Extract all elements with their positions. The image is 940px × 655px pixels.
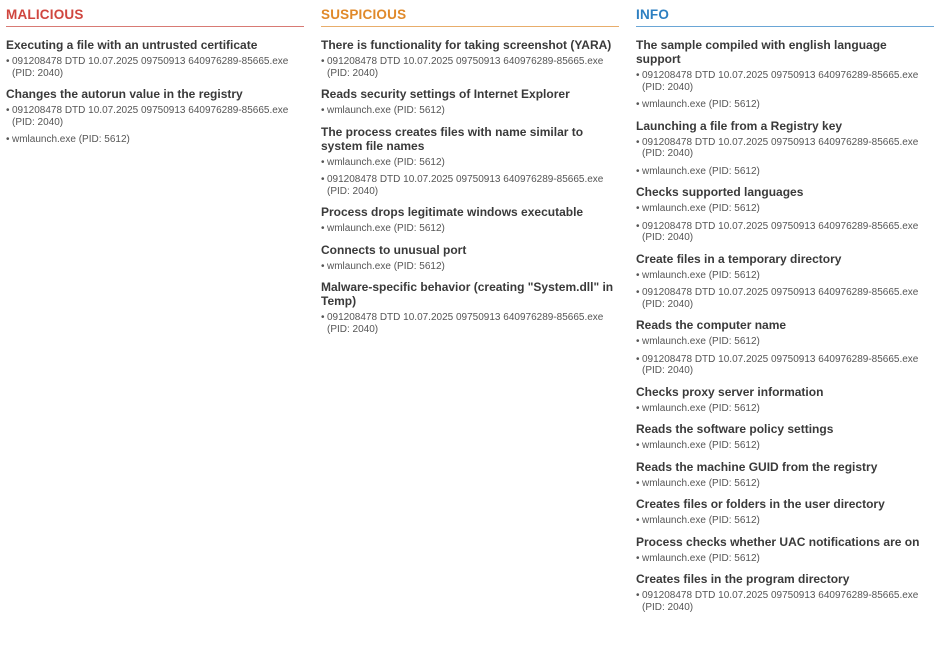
indicator-title[interactable]: Reads the machine GUID from the registry	[636, 459, 878, 474]
process-label: 091208478 DTD 10.07.2025 09750913 640976289-85665.exe (PID: 2040)	[642, 220, 919, 243]
indicator-title[interactable]: The process creates files with name similar to system file names	[321, 124, 584, 153]
indicator-title[interactable]: Connects to unusual port	[321, 242, 467, 257]
bullet-icon: •	[321, 105, 325, 116]
bullet-icon: •	[321, 174, 325, 185]
process-label: 091208478 DTD 10.07.2025 09750913 640976289-85665.exe (PID: 2040)	[642, 287, 919, 310]
indicator-item	[321, 280, 619, 335]
indicator-item	[636, 497, 934, 527]
indicator-item	[321, 243, 619, 273]
process-entry[interactable]	[321, 261, 619, 273]
indicator-item	[636, 252, 934, 311]
process-entry[interactable]	[636, 221, 934, 244]
indicator-title[interactable]: Creates files or folders in the user directory	[636, 497, 885, 511]
bullet-icon: •	[636, 590, 640, 601]
indicator-item	[636, 460, 934, 490]
indicator-title[interactable]: Creates files in the program directory	[636, 572, 850, 586]
bullet-icon: •	[321, 223, 325, 234]
bullet-icon: •	[636, 353, 640, 365]
process-entry[interactable]	[321, 312, 619, 335]
bullet-icon: •	[636, 287, 640, 298]
suspicious-heading: SUSPICIOUS	[321, 0, 619, 27]
process-entry[interactable]	[321, 157, 619, 169]
info-list	[636, 38, 934, 613]
indicator-title[interactable]: The sample compiled with english language support	[636, 38, 887, 66]
process-label: 091208478 DTD 10.07.2025 09750913 640976289-85665.exe (PID: 2040)	[327, 174, 604, 197]
bullet-icon: •	[636, 269, 640, 281]
process-entry[interactable]	[636, 270, 934, 282]
process-label: 091208478 DTD 10.07.2025 09750913 640976289-85665.exe (PID: 2040)	[642, 353, 919, 376]
process-label: wmlaunch.exe (PID: 5612)	[327, 223, 445, 234]
indicator-item	[636, 422, 934, 452]
bullet-icon: •	[636, 203, 640, 214]
process-label: wmlaunch.exe (PID: 5612)	[642, 402, 760, 414]
indicator-item	[636, 185, 934, 244]
process-label: wmlaunch.exe (PID: 5612)	[642, 552, 760, 564]
process-entry[interactable]	[636, 166, 934, 178]
indicator-item	[321, 205, 619, 235]
indicator-title[interactable]: Process drops legitimate windows executable	[321, 205, 584, 219]
process-label: wmlaunch.exe (PID: 5612)	[642, 99, 760, 110]
bullet-icon: •	[636, 220, 640, 232]
bullet-icon: •	[636, 165, 640, 177]
process-entry[interactable]	[6, 134, 304, 146]
indicator-item	[636, 572, 934, 613]
process-entry[interactable]	[636, 287, 934, 310]
suspicious-list	[321, 38, 619, 335]
indicator-title[interactable]: Malware-specific behavior (creating "System.dll" in Temp)	[321, 280, 614, 308]
process-entry[interactable]	[636, 70, 934, 93]
indicator-title[interactable]: Create files in a temporary directory	[636, 251, 842, 266]
bullet-icon: •	[636, 99, 640, 110]
process-label: 091208478 DTD 10.07.2025 09750913 640976289-85665.exe (PID: 2040)	[12, 105, 289, 128]
process-label: 091208478 DTD 10.07.2025 09750913 640976289-85665.exe (PID: 2040)	[12, 56, 289, 79]
indicator-title[interactable]: Executing a file with an untrusted certificate	[6, 38, 258, 52]
process-label: wmlaunch.exe (PID: 5612)	[327, 260, 445, 272]
suspicious-column	[321, 0, 619, 343]
process-entry[interactable]	[321, 56, 619, 79]
indicator-title[interactable]: Reads the computer name	[636, 318, 787, 332]
process-label: wmlaunch.exe (PID: 5612)	[642, 477, 760, 489]
indicator-item	[6, 87, 304, 146]
bullet-icon: •	[636, 440, 640, 451]
bullet-icon: •	[321, 56, 325, 67]
process-entry[interactable]	[321, 223, 619, 235]
process-entry[interactable]	[321, 105, 619, 117]
malicious-heading: MALICIOUS	[6, 0, 304, 27]
process-label: wmlaunch.exe (PID: 5612)	[327, 156, 445, 168]
bullet-icon: •	[636, 477, 640, 489]
process-entry[interactable]	[636, 403, 934, 415]
bullet-icon: •	[6, 105, 10, 116]
bullet-icon: •	[636, 136, 640, 148]
process-entry[interactable]	[636, 354, 934, 377]
process-label: 091208478 DTD 10.07.2025 09750913 640976289-85665.exe (PID: 2040)	[642, 590, 919, 613]
process-label: wmlaunch.exe (PID: 5612)	[642, 203, 760, 214]
process-entry[interactable]	[636, 336, 934, 348]
indicator-item	[636, 119, 934, 178]
indicator-item	[636, 318, 934, 377]
process-label: 091208478 DTD 10.07.2025 09750913 640976289-85665.exe (PID: 2040)	[327, 312, 604, 335]
process-label: wmlaunch.exe (PID: 5612)	[642, 165, 760, 177]
bullet-icon: •	[636, 336, 640, 347]
bullet-icon: •	[321, 312, 325, 323]
process-label: wmlaunch.exe (PID: 5612)	[642, 440, 760, 451]
indicator-title[interactable]: Reads security settings of Internet Explorer	[321, 87, 570, 101]
indicator-title[interactable]: Launching a file from a Registry key	[636, 118, 843, 133]
process-label: wmlaunch.exe (PID: 5612)	[642, 269, 760, 281]
bullet-icon: •	[636, 70, 640, 81]
bullet-icon: •	[321, 156, 325, 168]
indicator-title[interactable]: Checks supported languages	[636, 185, 804, 199]
process-label: wmlaunch.exe (PID: 5612)	[642, 336, 760, 347]
indicator-item	[636, 535, 934, 565]
process-entry[interactable]	[636, 203, 934, 215]
process-entry[interactable]	[636, 478, 934, 490]
process-entry[interactable]	[636, 137, 934, 160]
process-label: wmlaunch.exe (PID: 5612)	[642, 515, 760, 526]
process-entry[interactable]	[636, 590, 934, 613]
process-label: 091208478 DTD 10.07.2025 09750913 640976289-85665.exe (PID: 2040)	[642, 70, 919, 93]
process-entry[interactable]	[636, 99, 934, 111]
indicator-item	[636, 385, 934, 415]
indicator-item	[636, 38, 934, 111]
info-heading: INFO	[636, 0, 934, 27]
bullet-icon: •	[6, 134, 10, 145]
process-entry[interactable]	[636, 440, 934, 452]
process-entry[interactable]	[636, 515, 934, 527]
info-column	[636, 0, 934, 621]
bullet-icon: •	[636, 552, 640, 564]
indicator-item	[321, 125, 619, 198]
process-entry[interactable]	[6, 56, 304, 79]
indicator-title[interactable]: Checks proxy server information	[636, 384, 824, 399]
malicious-column	[6, 0, 304, 154]
indicator-item	[321, 87, 619, 117]
process-entry[interactable]	[321, 174, 619, 197]
process-label: wmlaunch.exe (PID: 5612)	[327, 105, 445, 116]
bullet-icon: •	[6, 56, 10, 67]
indicator-title[interactable]: Reads the software policy settings	[636, 422, 834, 436]
process-entry[interactable]	[6, 105, 304, 128]
indicator-title[interactable]: Changes the autorun value in the registry	[6, 87, 243, 101]
process-label: 091208478 DTD 10.07.2025 09750913 640976289-85665.exe (PID: 2040)	[642, 136, 919, 159]
process-entry[interactable]	[636, 553, 934, 565]
indicator-item	[321, 38, 619, 79]
indicator-title[interactable]: There is functionality for taking screenshot (YARA)	[321, 38, 612, 52]
bullet-icon: •	[636, 515, 640, 526]
malicious-list	[6, 38, 304, 146]
indicator-title[interactable]: Process checks whether UAC notifications are on	[636, 534, 920, 549]
indicator-item	[6, 38, 304, 79]
process-label: wmlaunch.exe (PID: 5612)	[12, 134, 130, 145]
bullet-icon: •	[636, 402, 640, 414]
bullet-icon: •	[321, 260, 325, 272]
process-label: 091208478 DTD 10.07.2025 09750913 640976289-85665.exe (PID: 2040)	[327, 56, 604, 79]
